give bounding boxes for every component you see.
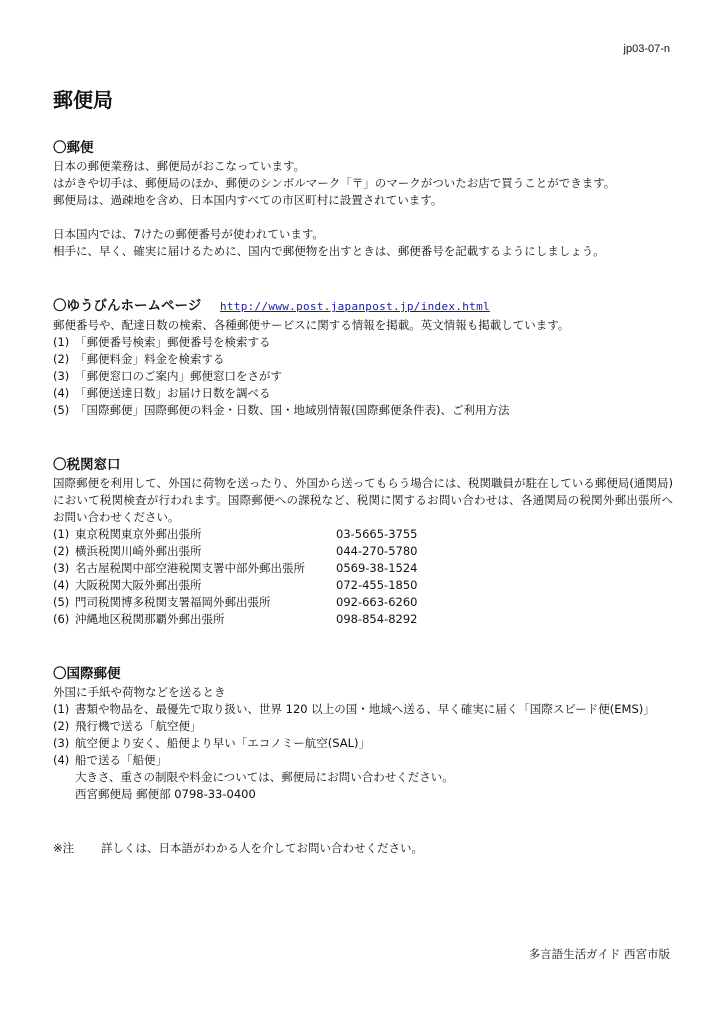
paragraph-line: 大きさ、重さの制限や料金については、郵便局にお問い合わせください。 bbox=[75, 770, 454, 784]
page-title: 郵便局 bbox=[53, 88, 113, 112]
paragraph-line: 外国に手紙や荷物などを送るとき bbox=[53, 685, 226, 699]
list-item-number: (4) bbox=[53, 753, 70, 767]
office-name: 名古屋税関中部空港税関支署中部外郵出張所 bbox=[75, 561, 305, 575]
list-item-text: 航空便より安く、船便より早い「エコノミー航空(SAL)」 bbox=[75, 736, 371, 750]
list-item-text: 「郵便送達日数」お届け日数を調べる bbox=[75, 386, 271, 400]
paragraph-line: 郵便局は、過疎地を含め、日本国内すべての市区町村に設置されています。 bbox=[53, 193, 443, 207]
list-item bbox=[53, 402, 673, 419]
list-item-text: 「郵便番号検索」郵便番号を検索する bbox=[75, 335, 271, 349]
list-item bbox=[53, 385, 673, 402]
list-item-text: 「郵便窓口のご案内」郵便窓口をさがす bbox=[75, 369, 282, 383]
list-item bbox=[53, 701, 673, 718]
paragraph-line: 日本国内では、7けたの郵便番号が使われています。 bbox=[53, 227, 324, 241]
list-item-number: (3) bbox=[53, 369, 70, 383]
office-phone: 098-854-8292 bbox=[336, 612, 418, 626]
office-name: 門司税関博多税関支署福岡外郵出張所 bbox=[75, 595, 271, 609]
section-international bbox=[53, 664, 673, 803]
section-heading-homepage-label: 〇ゆうびんホームページ bbox=[53, 298, 202, 314]
office-number: (4) bbox=[53, 578, 70, 592]
document-code: jp03-07-n bbox=[623, 43, 670, 55]
customs-office-row bbox=[53, 560, 673, 577]
list-item-number: (1) bbox=[53, 335, 70, 349]
contact-line: 西宮郵便局 郵便部 0798-33-0400 bbox=[75, 787, 256, 801]
customs-office-row bbox=[53, 577, 673, 594]
customs-office-row bbox=[53, 611, 673, 628]
note bbox=[53, 840, 423, 856]
paragraph-line: 郵便番号や、配達日数の検索、各種郵便サービスに関する情報を掲載。英文情報も掲載しています。 bbox=[53, 318, 570, 332]
footer-text: 多言語生活ガイド 西宮市版 bbox=[528, 947, 670, 961]
list-item-text: 「郵便料金」料金を検索する bbox=[75, 352, 225, 366]
office-name: 横浜税関川崎外郵出張所 bbox=[75, 544, 202, 558]
office-number: (6) bbox=[53, 612, 70, 626]
office-number: (1) bbox=[53, 527, 70, 541]
customs-office-row bbox=[53, 526, 673, 543]
note-mark: ※注 bbox=[53, 841, 75, 855]
section-heading-homepage bbox=[53, 296, 673, 317]
paragraph-line: はがきや切手は、郵便局のほか、郵便のシンボルマーク「〒」のマークがついたお店で買うことができます。 bbox=[53, 176, 616, 190]
list-item-text: 飛行機で送る「航空便」 bbox=[75, 719, 202, 733]
section-postal bbox=[53, 138, 673, 260]
list-item-number: (1) bbox=[53, 702, 70, 716]
paragraph-line: 日本の郵便業務は、郵便局がおこなっています。 bbox=[53, 159, 306, 173]
office-number: (2) bbox=[53, 544, 70, 558]
office-phone: 0569-38-1524 bbox=[336, 561, 418, 575]
office-number: (5) bbox=[53, 595, 70, 609]
office-phone: 092-663-6260 bbox=[336, 595, 418, 609]
paragraph: 国際郵便を利用して、外国に荷物を送ったり、外国から送ってもらう場合には、税関職員が駐在している郵便局(通関局)において税関検査が行われます。国際郵便への課税など、税関に関するお問い合わせは、各通関局の税関外郵出張所へお問い合わせください。 bbox=[53, 476, 673, 524]
section-heading-international: 〇国際郵便 bbox=[53, 666, 121, 682]
list-item-text: 「国際郵便」国際郵便の料金・日数、国・地域別情報(国際郵便条件表)、ご利用方法 bbox=[75, 403, 510, 417]
list-item bbox=[53, 735, 673, 752]
customs-office-row bbox=[53, 594, 673, 611]
list-item bbox=[53, 351, 673, 368]
section-heading-postal: 〇郵便 bbox=[53, 140, 94, 156]
customs-office-row bbox=[53, 543, 673, 560]
list-item-number: (3) bbox=[53, 736, 70, 750]
office-name: 東京税関東京外郵出張所 bbox=[75, 527, 202, 541]
section-customs bbox=[53, 455, 673, 628]
homepage-link[interactable]: http://www.post.japanpost.jp/index.html bbox=[219, 300, 490, 313]
office-name: 大阪税関大阪外郵出張所 bbox=[75, 578, 202, 592]
list-item bbox=[53, 334, 673, 351]
list-item-number: (2) bbox=[53, 352, 70, 366]
list-item bbox=[53, 718, 673, 735]
list-item bbox=[53, 368, 673, 385]
section-heading-customs: 〇税関窓口 bbox=[53, 457, 121, 473]
list-item bbox=[53, 752, 673, 769]
list-item-number: (5) bbox=[53, 403, 70, 417]
note-text: 詳しくは、日本語がわかる人を介してお問い合わせください。 bbox=[101, 841, 423, 855]
list-item-text: 書類や物品を、最優先で取り扱い、世界 120 以上の国・地域へ送る、早く確実に届く「国際スピード便(EMS)」 bbox=[75, 702, 655, 716]
section-homepage bbox=[53, 296, 673, 419]
list-item-number: (2) bbox=[53, 719, 70, 733]
paragraph-line: 相手に、早く、確実に届けるために、国内で郵便物を出すときは、郵便番号を記載するようにしましょう。 bbox=[53, 244, 605, 258]
office-phone: 044-270-5780 bbox=[336, 544, 418, 558]
office-phone: 072-455-1850 bbox=[336, 578, 418, 592]
office-number: (3) bbox=[53, 561, 70, 575]
office-phone: 03-5665-3755 bbox=[336, 527, 418, 541]
list-item-text: 船で送る「船便」 bbox=[75, 753, 167, 767]
list-item-number: (4) bbox=[53, 386, 70, 400]
document-body bbox=[53, 138, 673, 803]
office-name: 沖縄地区税関那覇外郵出張所 bbox=[75, 612, 225, 626]
